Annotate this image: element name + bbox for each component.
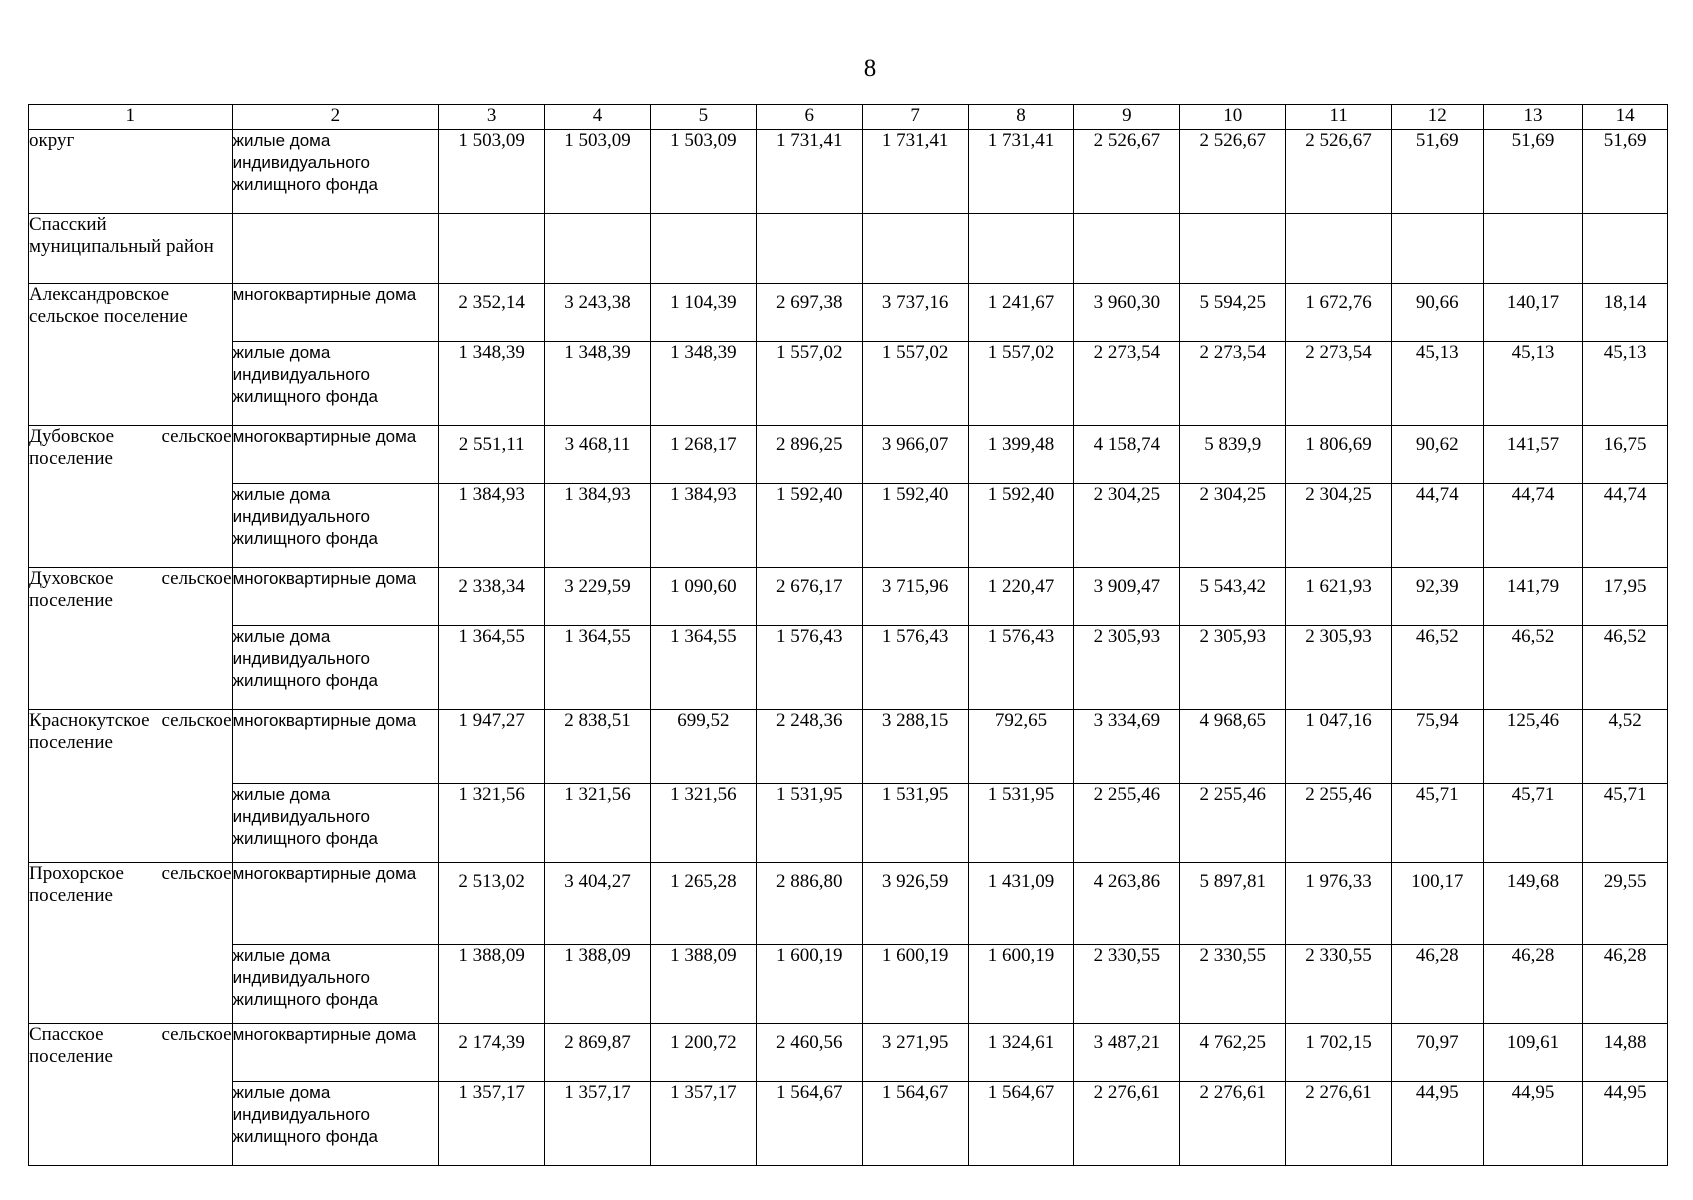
value-cell: 125,46	[1483, 710, 1583, 784]
value-cell: 1 557,02	[968, 342, 1074, 426]
value-cell: 1 806,69	[1286, 426, 1392, 484]
value-cell: 51,69	[1391, 130, 1483, 214]
value-cell: 1 731,41	[862, 130, 968, 214]
value-cell	[1286, 214, 1392, 284]
value-cell: 3 487,21	[1074, 1024, 1180, 1082]
value-cell: 1 557,02	[862, 342, 968, 426]
value-cell: 46,52	[1483, 626, 1583, 710]
value-cell: 46,52	[1391, 626, 1483, 710]
value-cell: 51,69	[1483, 130, 1583, 214]
column-header: 13	[1483, 105, 1583, 130]
value-cell: 2 330,55	[1074, 945, 1180, 1024]
value-cell: 1 321,56	[545, 784, 651, 863]
value-cell: 1 600,19	[756, 945, 862, 1024]
value-cell: 3 909,47	[1074, 568, 1180, 626]
value-cell: 2 838,51	[545, 710, 651, 784]
value-cell: 1 576,43	[756, 626, 862, 710]
value-cell: 90,62	[1391, 426, 1483, 484]
value-cell: 1 364,55	[650, 626, 756, 710]
value-cell: 2 174,39	[439, 1024, 545, 1082]
value-cell: 46,52	[1583, 626, 1668, 710]
value-cell: 141,57	[1483, 426, 1583, 484]
value-cell: 1 976,33	[1286, 863, 1392, 945]
value-cell: 1 384,93	[650, 484, 756, 568]
value-cell: 1 600,19	[862, 945, 968, 1024]
value-cell: 1 672,76	[1286, 284, 1392, 342]
value-cell: 1 503,09	[545, 130, 651, 214]
value-cell: 1 220,47	[968, 568, 1074, 626]
table-row	[29, 130, 1668, 214]
value-cell: 1 357,17	[650, 1082, 756, 1166]
page-number: 8	[863, 55, 877, 82]
column-header: 12	[1391, 105, 1483, 130]
value-cell: 5 594,25	[1180, 284, 1286, 342]
value-cell: 2 676,17	[756, 568, 862, 626]
value-cell: 140,17	[1483, 284, 1583, 342]
value-cell: 1 200,72	[650, 1024, 756, 1082]
value-cell	[1483, 214, 1583, 284]
value-cell: 2 273,54	[1286, 342, 1392, 426]
housing-type-cell: жилые дома индивидуального жилищного фонда	[232, 1082, 439, 1166]
value-cell: 792,65	[968, 710, 1074, 784]
column-header: 8	[968, 105, 1074, 130]
value-cell: 1 592,40	[968, 484, 1074, 568]
value-cell: 45,71	[1391, 784, 1483, 863]
value-cell: 1 531,95	[968, 784, 1074, 863]
value-cell: 3 715,96	[862, 568, 968, 626]
value-cell: 1 564,67	[968, 1082, 1074, 1166]
column-header: 14	[1583, 105, 1668, 130]
region-cell: Прохорское сельское поселение	[29, 863, 233, 1024]
table-row	[29, 284, 1668, 342]
value-cell: 1 702,15	[1286, 1024, 1392, 1082]
value-cell: 2 697,38	[756, 284, 862, 342]
value-cell: 70,97	[1391, 1024, 1483, 1082]
value-cell: 14,88	[1583, 1024, 1668, 1082]
value-cell: 2 255,46	[1180, 784, 1286, 863]
value-cell: 3 404,27	[545, 863, 651, 945]
value-cell: 699,52	[650, 710, 756, 784]
value-cell: 45,13	[1583, 342, 1668, 426]
value-cell	[1583, 214, 1668, 284]
value-cell: 1 600,19	[968, 945, 1074, 1024]
housing-type-cell: жилые дома индивидуального жилищного фонда	[232, 484, 439, 568]
header-row	[29, 105, 1668, 130]
table-row	[29, 342, 1668, 426]
value-cell: 5 839,9	[1180, 426, 1286, 484]
region-cell: округ	[29, 130, 233, 214]
value-cell: 5 543,42	[1180, 568, 1286, 626]
value-cell: 4 968,65	[1180, 710, 1286, 784]
value-cell: 18,14	[1583, 284, 1668, 342]
value-cell: 3 271,95	[862, 1024, 968, 1082]
value-cell: 3 229,59	[545, 568, 651, 626]
value-cell: 1 364,55	[439, 626, 545, 710]
table-row	[29, 784, 1668, 863]
value-cell: 1 357,17	[545, 1082, 651, 1166]
table-row	[29, 214, 1668, 284]
column-header: 4	[545, 105, 651, 130]
value-cell: 109,61	[1483, 1024, 1583, 1082]
housing-type-cell: жилые дома индивидуального жилищного фонда	[232, 626, 439, 710]
housing-type-cell: многоквартирные дома	[232, 863, 439, 945]
value-cell: 1 047,16	[1286, 710, 1392, 784]
table-row	[29, 863, 1668, 945]
value-cell: 44,95	[1483, 1082, 1583, 1166]
value-cell: 2 248,36	[756, 710, 862, 784]
value-cell: 2 273,54	[1180, 342, 1286, 426]
region-cell: Александровское сельское поселение	[29, 284, 233, 426]
column-header: 9	[1074, 105, 1180, 130]
value-cell: 45,71	[1583, 784, 1668, 863]
value-cell: 2 513,02	[439, 863, 545, 945]
value-cell: 1 947,27	[439, 710, 545, 784]
value-cell: 2 304,25	[1286, 484, 1392, 568]
value-cell: 51,69	[1583, 130, 1668, 214]
value-cell: 1 265,28	[650, 863, 756, 945]
value-cell: 2 330,55	[1286, 945, 1392, 1024]
value-cell: 1 384,93	[439, 484, 545, 568]
column-header: 2	[232, 105, 439, 130]
table-header	[29, 105, 1668, 130]
value-cell: 1 321,56	[650, 784, 756, 863]
value-cell: 2 338,34	[439, 568, 545, 626]
value-cell: 3 468,11	[545, 426, 651, 484]
value-cell: 2 276,61	[1180, 1082, 1286, 1166]
housing-type-cell	[232, 214, 439, 284]
value-cell: 1 388,09	[545, 945, 651, 1024]
value-cell	[545, 214, 651, 284]
value-cell: 2 305,93	[1286, 626, 1392, 710]
value-cell: 2 304,25	[1074, 484, 1180, 568]
value-cell: 2 273,54	[1074, 342, 1180, 426]
value-cell: 149,68	[1483, 863, 1583, 945]
value-cell: 46,28	[1583, 945, 1668, 1024]
table-row	[29, 1082, 1668, 1166]
value-cell: 16,75	[1583, 426, 1668, 484]
value-cell	[439, 214, 545, 284]
value-cell: 44,95	[1583, 1082, 1668, 1166]
value-cell: 3 243,38	[545, 284, 651, 342]
value-cell: 4 263,86	[1074, 863, 1180, 945]
value-cell: 45,13	[1483, 342, 1583, 426]
value-cell	[862, 214, 968, 284]
value-cell: 2 526,67	[1074, 130, 1180, 214]
value-cell: 3 960,30	[1074, 284, 1180, 342]
value-cell: 1 731,41	[756, 130, 862, 214]
value-cell: 90,66	[1391, 284, 1483, 342]
table-row	[29, 426, 1668, 484]
value-cell: 1 564,67	[862, 1082, 968, 1166]
value-cell: 1 592,40	[862, 484, 968, 568]
value-cell: 3 966,07	[862, 426, 968, 484]
value-cell	[1391, 214, 1483, 284]
value-cell: 1 268,17	[650, 426, 756, 484]
housing-type-cell: многоквартирные дома	[232, 710, 439, 784]
region-cell: Дубовское сельское поселение	[29, 426, 233, 568]
value-cell: 1 364,55	[545, 626, 651, 710]
value-cell: 1 531,95	[862, 784, 968, 863]
table-row	[29, 626, 1668, 710]
value-cell: 2 352,14	[439, 284, 545, 342]
value-cell	[650, 214, 756, 284]
value-cell: 1 104,39	[650, 284, 756, 342]
region-cell: Краснокутское сельское поселение	[29, 710, 233, 863]
value-cell: 1 399,48	[968, 426, 1074, 484]
column-header: 3	[439, 105, 545, 130]
value-cell: 3 926,59	[862, 863, 968, 945]
region-cell: Спасский муниципальный район	[29, 214, 233, 284]
table-row	[29, 1024, 1668, 1082]
table-row	[29, 945, 1668, 1024]
value-cell: 2 276,61	[1286, 1082, 1392, 1166]
value-cell: 1 348,39	[439, 342, 545, 426]
value-cell: 3 737,16	[862, 284, 968, 342]
value-cell: 46,28	[1391, 945, 1483, 1024]
value-cell: 3 334,69	[1074, 710, 1180, 784]
value-cell: 44,74	[1391, 484, 1483, 568]
value-cell: 141,79	[1483, 568, 1583, 626]
value-cell: 2 330,55	[1180, 945, 1286, 1024]
housing-type-cell: многоквартирные дома	[232, 1024, 439, 1082]
region-cell: Духовское сельское поселение	[29, 568, 233, 710]
value-cell: 4 762,25	[1180, 1024, 1286, 1082]
value-cell: 1 503,09	[439, 130, 545, 214]
value-cell: 44,74	[1483, 484, 1583, 568]
value-cell: 1 241,67	[968, 284, 1074, 342]
value-cell	[756, 214, 862, 284]
table-row	[29, 484, 1668, 568]
value-cell: 4 158,74	[1074, 426, 1180, 484]
value-cell: 1 621,93	[1286, 568, 1392, 626]
region-cell: Спасское сельское поселение	[29, 1024, 233, 1166]
value-cell: 2 304,25	[1180, 484, 1286, 568]
value-cell: 2 896,25	[756, 426, 862, 484]
column-header: 6	[756, 105, 862, 130]
value-cell: 44,95	[1391, 1082, 1483, 1166]
value-cell: 1 384,93	[545, 484, 651, 568]
value-cell: 92,39	[1391, 568, 1483, 626]
value-cell: 1 388,09	[439, 945, 545, 1024]
value-cell: 1 576,43	[968, 626, 1074, 710]
value-cell: 1 564,67	[756, 1082, 862, 1166]
value-cell: 45,71	[1483, 784, 1583, 863]
value-cell: 1 348,39	[545, 342, 651, 426]
value-cell: 2 526,67	[1286, 130, 1392, 214]
housing-type-cell: многоквартирные дома	[232, 284, 439, 342]
table-row	[29, 710, 1668, 784]
housing-type-cell: жилые дома индивидуального жилищного фонда	[232, 945, 439, 1024]
value-cell: 1 731,41	[968, 130, 1074, 214]
value-cell: 1 090,60	[650, 568, 756, 626]
value-cell: 4,52	[1583, 710, 1668, 784]
value-cell: 1 557,02	[756, 342, 862, 426]
value-cell: 2 276,61	[1074, 1082, 1180, 1166]
value-cell: 17,95	[1583, 568, 1668, 626]
value-cell: 1 592,40	[756, 484, 862, 568]
value-cell: 1 324,61	[968, 1024, 1074, 1082]
value-cell: 2 305,93	[1180, 626, 1286, 710]
value-cell: 2 255,46	[1286, 784, 1392, 863]
value-cell: 2 255,46	[1074, 784, 1180, 863]
value-cell: 44,74	[1583, 484, 1668, 568]
value-cell: 2 869,87	[545, 1024, 651, 1082]
housing-type-cell: многоквартирные дома	[232, 426, 439, 484]
table-body	[29, 130, 1668, 1166]
value-cell: 2 551,11	[439, 426, 545, 484]
housing-type-cell: жилые дома индивидуального жилищного фонда	[232, 130, 439, 214]
value-cell: 1 576,43	[862, 626, 968, 710]
value-cell: 29,55	[1583, 863, 1668, 945]
value-cell	[1074, 214, 1180, 284]
value-cell: 45,13	[1391, 342, 1483, 426]
value-cell: 2 305,93	[1074, 626, 1180, 710]
table-row	[29, 568, 1668, 626]
column-header: 10	[1180, 105, 1286, 130]
column-header: 1	[29, 105, 233, 130]
value-cell: 75,94	[1391, 710, 1483, 784]
housing-type-cell: жилые дома индивидуального жилищного фонда	[232, 342, 439, 426]
value-cell	[1180, 214, 1286, 284]
value-cell: 3 288,15	[862, 710, 968, 784]
housing-type-cell: жилые дома индивидуального жилищного фонда	[232, 784, 439, 863]
value-cell: 1 357,17	[439, 1082, 545, 1166]
value-cell: 2 526,67	[1180, 130, 1286, 214]
tariff-table	[28, 104, 1668, 1166]
value-cell: 1 321,56	[439, 784, 545, 863]
value-cell: 1 503,09	[650, 130, 756, 214]
value-cell: 1 388,09	[650, 945, 756, 1024]
value-cell: 1 348,39	[650, 342, 756, 426]
column-header: 5	[650, 105, 756, 130]
value-cell: 1 531,95	[756, 784, 862, 863]
value-cell: 46,28	[1483, 945, 1583, 1024]
value-cell: 2 886,80	[756, 863, 862, 945]
value-cell: 100,17	[1391, 863, 1483, 945]
value-cell	[968, 214, 1074, 284]
value-cell: 5 897,81	[1180, 863, 1286, 945]
column-header: 7	[862, 105, 968, 130]
value-cell: 1 431,09	[968, 863, 1074, 945]
housing-type-cell: многоквартирные дома	[232, 568, 439, 626]
column-header: 11	[1286, 105, 1392, 130]
value-cell: 2 460,56	[756, 1024, 862, 1082]
